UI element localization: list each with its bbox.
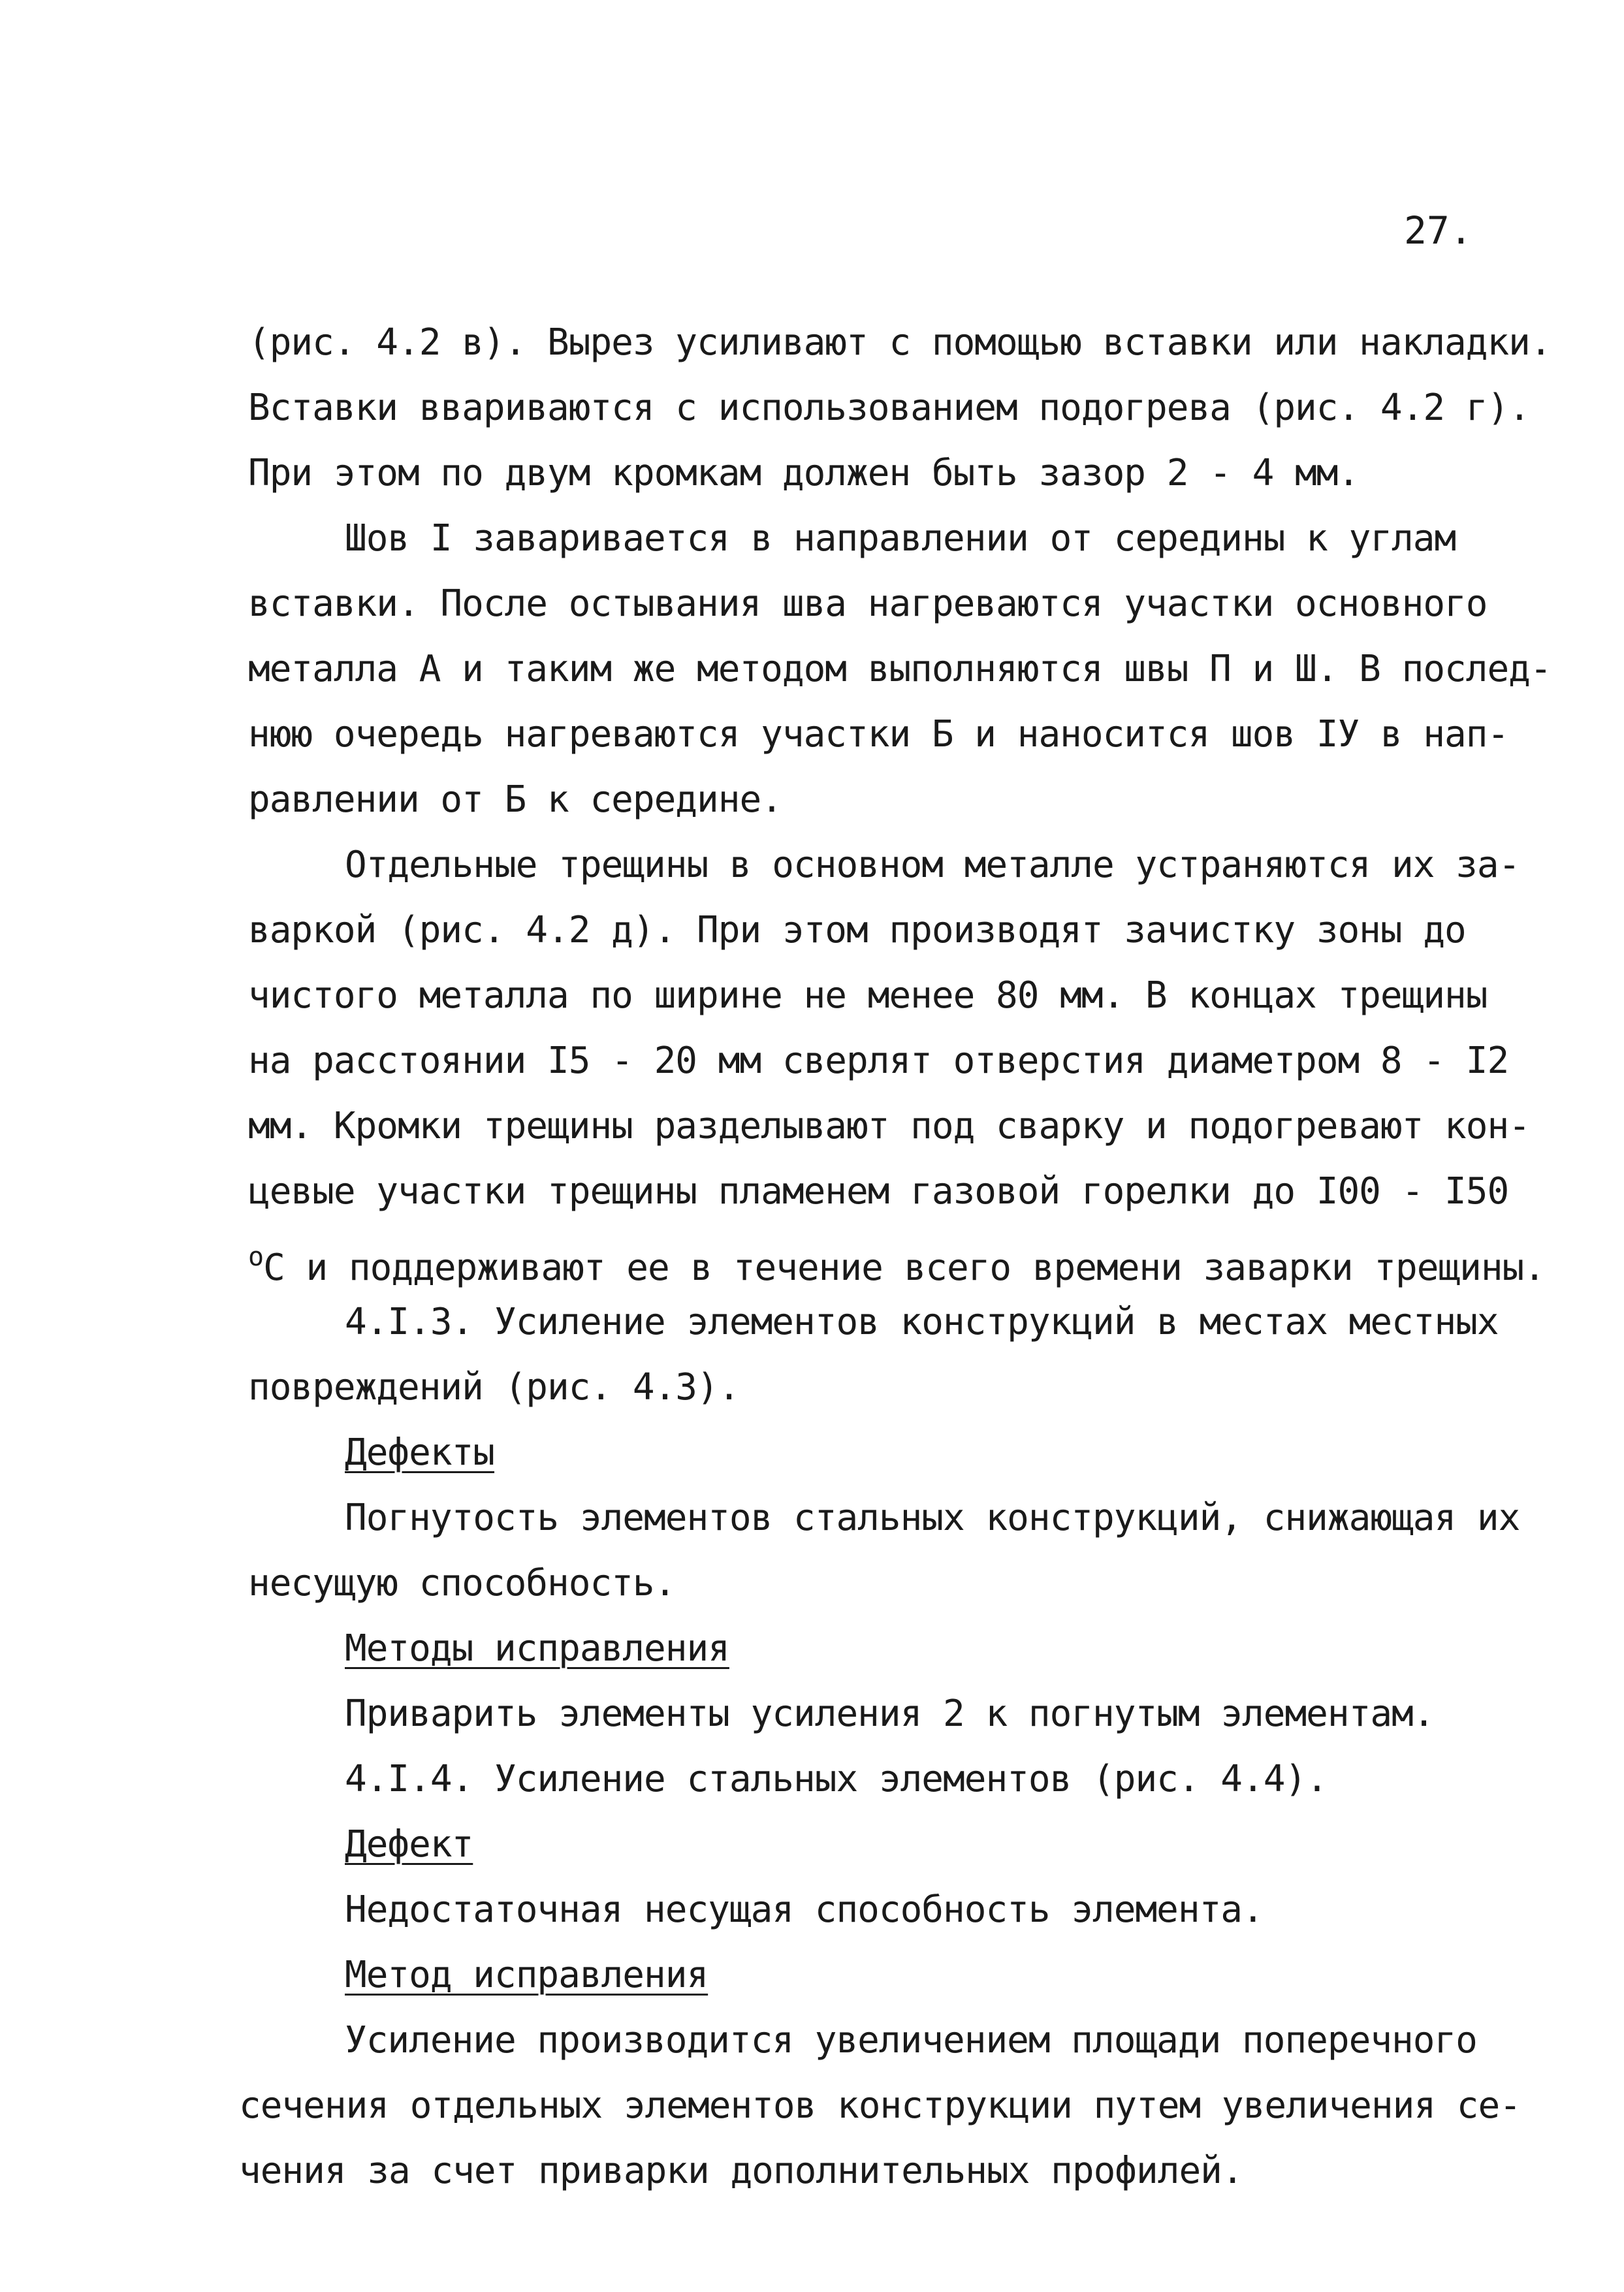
text-line: цевые участки трещины пламенем газовой горелки до I00 - I50: [248, 1170, 1509, 1213]
subheading-repair-methods: Методы исправления: [345, 1627, 729, 1670]
section-heading: 4.I.3. Усиление элементов конструкций в местах местных: [345, 1301, 1499, 1343]
text-line: При этом по двум кромкам должен быть зазор 2 - 4 мм.: [248, 452, 1360, 494]
text-line: Приварить элементы усиления 2 к погнутым элементам.: [345, 1693, 1435, 1735]
text-line: Погнутость элементов стальных конструкций, снижающая их: [345, 1497, 1520, 1539]
text-line: чения за счет приварки дополнительных профилей.: [239, 2150, 1243, 2192]
text-line: мм. Кромки трещины разделывают под сварку и подогревают кон-: [248, 1105, 1530, 1147]
text-line: чистого металла по ширине не менее 80 мм. В концах трещины: [248, 974, 1488, 1017]
text-line: Отдельные трещины в основном металле устраняются их за-: [345, 844, 1520, 886]
text-line: Шов I заваривается в направлении от середины к углам: [345, 517, 1456, 560]
subheading-repair-method: Метод исправления: [345, 1954, 709, 1996]
text-line: (рис. 4.2 в). Вырез усиливают с помощью вставки или накладки.: [248, 321, 1552, 364]
section-heading: 4.I.4. Усиление стальных элементов (рис. 4.4).: [345, 1758, 1328, 1800]
text-line: повреждений (рис. 4.3).: [248, 1366, 740, 1409]
text-line: несущую способность.: [248, 1562, 676, 1604]
text-line: Усиление производится увеличением площади поперечного: [345, 2019, 1477, 2061]
text-line: равлении от Б к середине.: [248, 778, 782, 821]
text-line: металла А и таким же методом выполняются швы П и Ш. В послед-: [248, 648, 1552, 690]
text-line: вставки. После остывания шва нагреваются участки основного: [248, 582, 1488, 625]
text-line: сечения отдельных элементов конструкции путем увеличения се-: [239, 2084, 1521, 2127]
text-line: варкой (рис. 4.2 д). При этом производят зачистку зоны до: [248, 909, 1466, 951]
text-line: нюю очередь нагреваются участки Б и наносится шов IУ в нап-: [248, 713, 1509, 756]
text-line: С и поддерживают ее в течение всего времени заварки трещины.: [263, 1247, 1545, 1289]
page-number: 27.: [1404, 208, 1473, 253]
text-line-with-degree: [248, 1234, 1545, 1291]
subheading-defects: Дефекты: [345, 1431, 495, 1474]
text-line: Недостаточная несущая способность элемента.: [345, 1888, 1264, 1931]
subheading-defect: Дефект: [345, 1823, 473, 1866]
text-line: на расстоянии I5 - 20 мм сверлят отверстия диаметром 8 - I2: [248, 1040, 1509, 1082]
text-line: Вставки ввариваются с использованием подогрева (рис. 4.2 г).: [248, 387, 1530, 429]
degree-mark: о: [248, 1242, 264, 1272]
